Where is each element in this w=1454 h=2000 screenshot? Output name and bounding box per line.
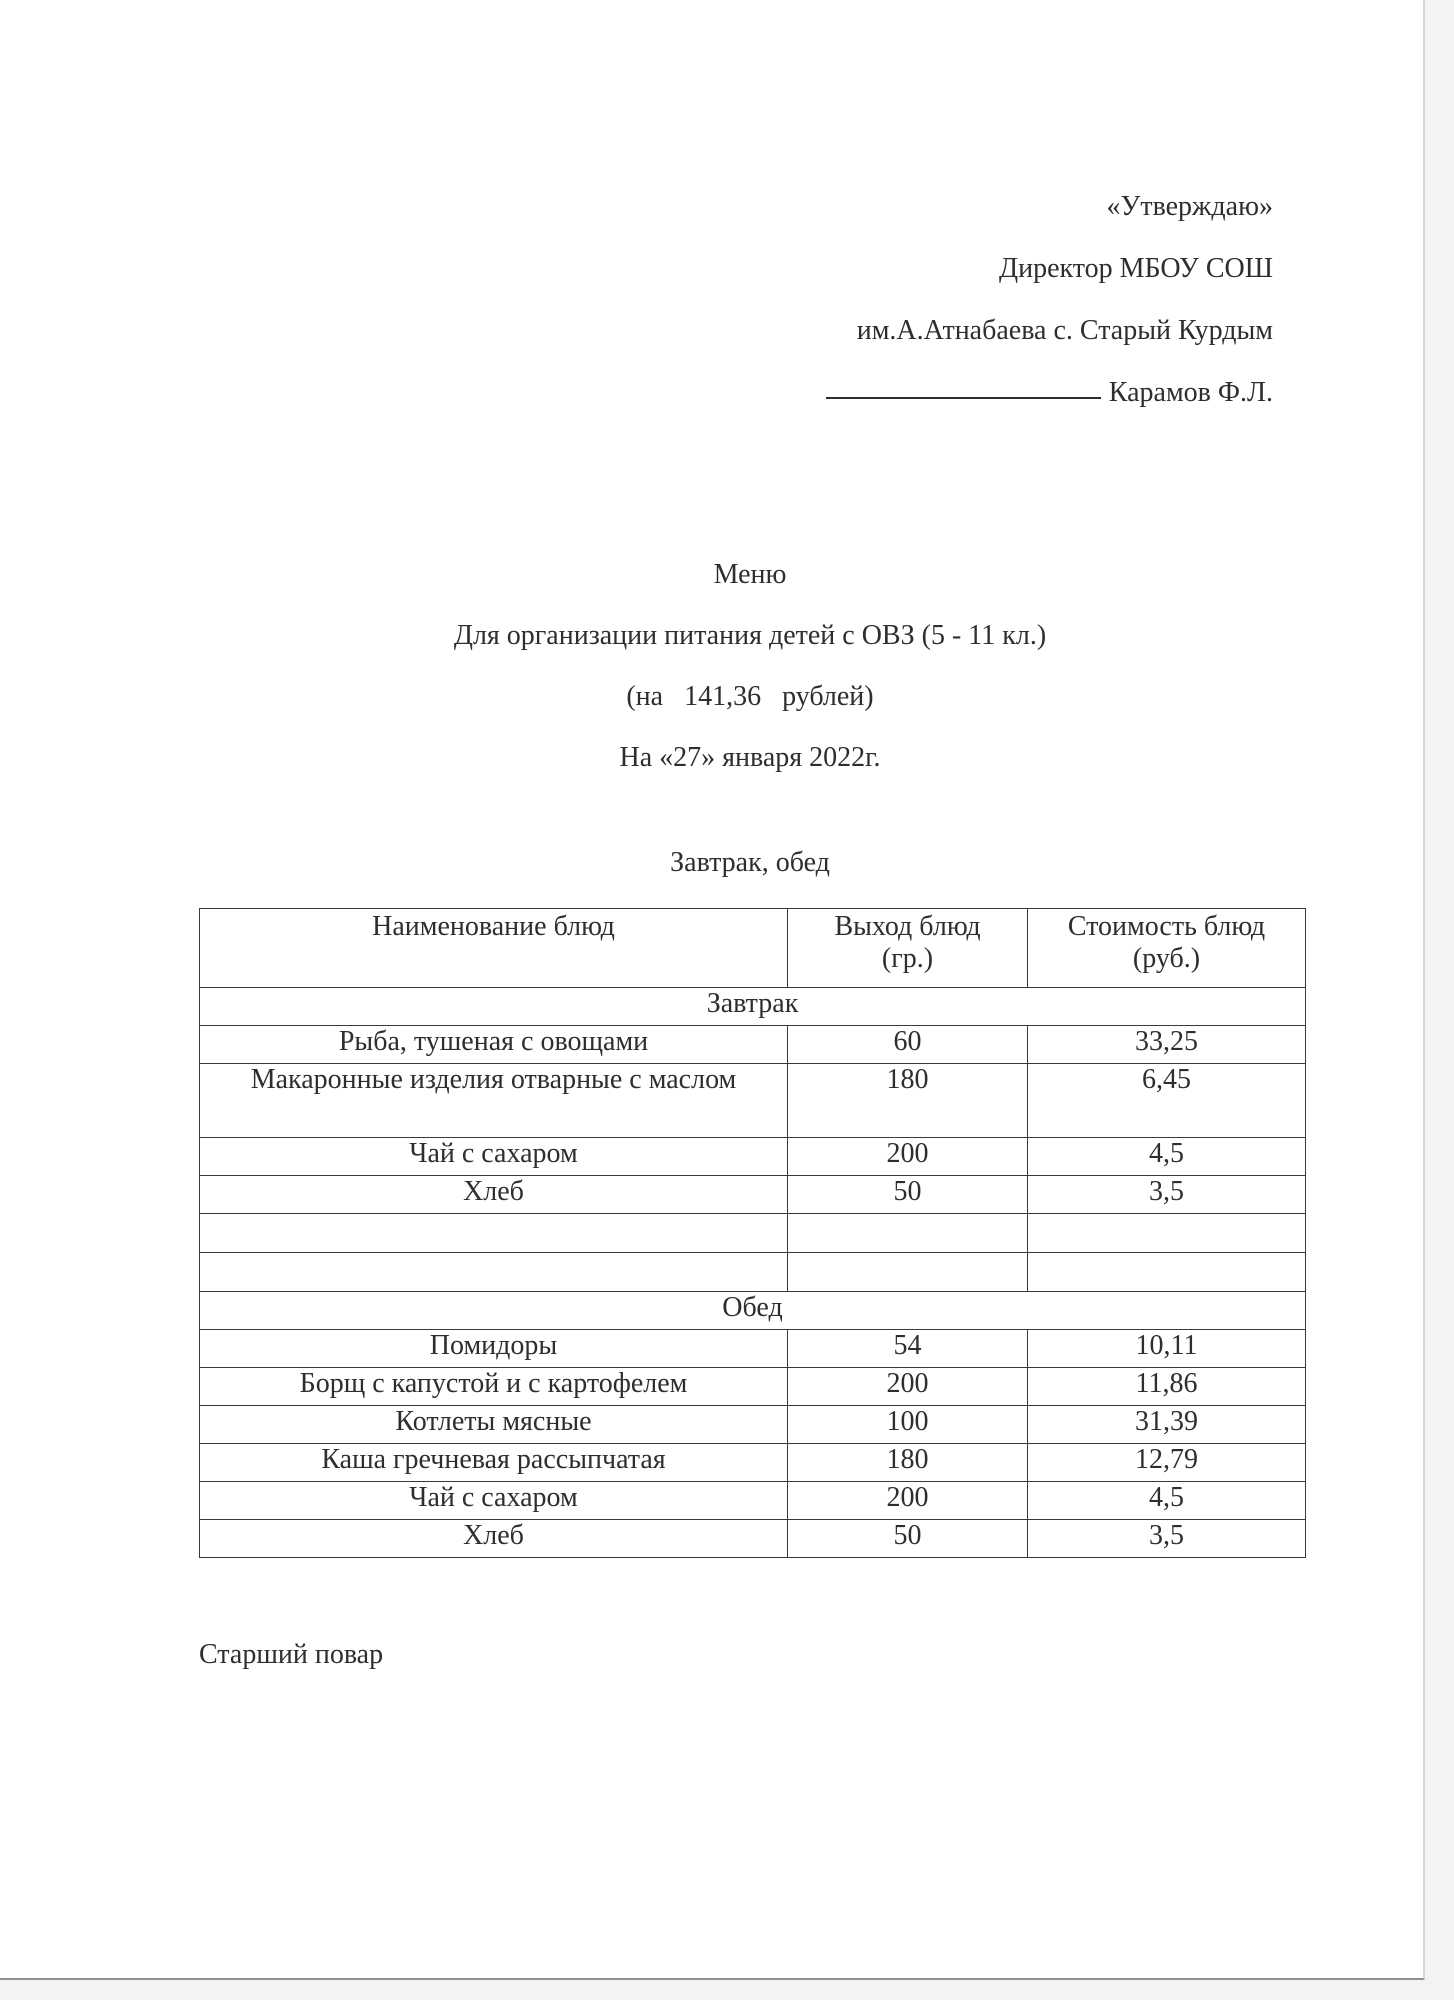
- dish-name: Хлеб: [200, 1176, 788, 1214]
- title-block: [0, 544, 1454, 788]
- dish-yield: 50: [788, 1176, 1028, 1214]
- table-row: [200, 1520, 1306, 1558]
- header-dish-name: Наименование блюд: [200, 909, 788, 988]
- dish-cost: [1028, 1253, 1306, 1292]
- page-subtitle: Для организации питания детей с ОВЗ (5 - 11 кл.): [453, 620, 1047, 651]
- dish-cost: [1028, 1214, 1306, 1253]
- dish-cost: 3,5: [1028, 1520, 1306, 1558]
- signature-underline: [826, 397, 1101, 399]
- price-line: (на 141,36 рублей): [626, 681, 874, 712]
- dish-yield: 200: [788, 1368, 1028, 1406]
- table-row: [200, 1482, 1306, 1520]
- dish-cost: 3,5: [1028, 1176, 1306, 1214]
- group-row-breakfast: [200, 988, 1306, 1026]
- table-row: [200, 1064, 1306, 1138]
- approval-position: Директор МБОУ СОШ: [998, 253, 1273, 284]
- dish-name: Помидоры: [200, 1330, 788, 1368]
- dish-yield: 180: [788, 1444, 1028, 1482]
- dish-name: Рыба, тушеная с овощами: [200, 1026, 788, 1064]
- approval-school: им.А.Атнабаева с. Старый Курдым: [856, 315, 1273, 346]
- dish-name: Каша гречневая рассыпчатая: [200, 1444, 788, 1482]
- approval-block: [826, 176, 1273, 424]
- group-row-lunch: [200, 1292, 1306, 1330]
- dish-name: Макаронные изделия отварные с маслом: [200, 1064, 788, 1138]
- dish-yield: 100: [788, 1406, 1028, 1444]
- dish-name: Хлеб: [200, 1520, 788, 1558]
- dish-name: Чай с сахаром: [200, 1482, 788, 1520]
- approval-signatory: Карамов Ф.Л.: [1108, 377, 1273, 408]
- table-row: [200, 1444, 1306, 1482]
- dish-yield: 50: [788, 1520, 1028, 1558]
- table-row-empty: [200, 1214, 1306, 1253]
- dish-name: Котлеты мясные: [200, 1406, 788, 1444]
- date-line: На «27» января 2022г.: [619, 742, 881, 773]
- dish-cost: 31,39: [1028, 1406, 1306, 1444]
- approval-signature-line: [826, 362, 1273, 424]
- table-row: [200, 1406, 1306, 1444]
- dish-cost: 33,25: [1028, 1026, 1306, 1064]
- dish-name: Чай с сахаром: [200, 1138, 788, 1176]
- table-row: [200, 1026, 1306, 1064]
- approval-stamp: «Утверждаю»: [1106, 191, 1273, 222]
- footer-signature-label: Старший повар: [199, 1639, 384, 1670]
- dish-yield: 54: [788, 1330, 1028, 1368]
- dish-name: [200, 1253, 788, 1292]
- table-row: [200, 1330, 1306, 1368]
- dish-yield: 200: [788, 1138, 1028, 1176]
- dish-yield: 60: [788, 1026, 1028, 1064]
- page-title: Меню: [713, 559, 787, 590]
- dish-cost: 12,79: [1028, 1444, 1306, 1482]
- dish-cost: 4,5: [1028, 1138, 1306, 1176]
- header-cost: Стоимость блюд (руб.): [1028, 909, 1306, 988]
- dish-yield: 200: [788, 1482, 1028, 1520]
- table-row: [200, 1138, 1306, 1176]
- dish-cost: 4,5: [1028, 1482, 1306, 1520]
- dish-name: Борщ с капустой и с картофелем: [200, 1368, 788, 1406]
- dish-name: [200, 1214, 788, 1253]
- menu-table: [199, 908, 1306, 1558]
- header-yield: Выход блюд (гр.): [788, 909, 1028, 988]
- table-row: [200, 1176, 1306, 1214]
- group-label: Завтрак: [200, 988, 1306, 1026]
- group-label: Обед: [200, 1292, 1306, 1330]
- dish-cost: 6,45: [1028, 1064, 1306, 1138]
- dish-cost: 11,86: [1028, 1368, 1306, 1406]
- dish-yield: [788, 1214, 1028, 1253]
- section-caption: Завтрак, обед: [670, 847, 830, 878]
- dish-yield: 180: [788, 1064, 1028, 1138]
- dish-yield: [788, 1253, 1028, 1292]
- dish-cost: 10,11: [1028, 1330, 1306, 1368]
- table-row-empty: [200, 1253, 1306, 1292]
- table-row: [200, 1368, 1306, 1406]
- table-header-row: [200, 909, 1306, 988]
